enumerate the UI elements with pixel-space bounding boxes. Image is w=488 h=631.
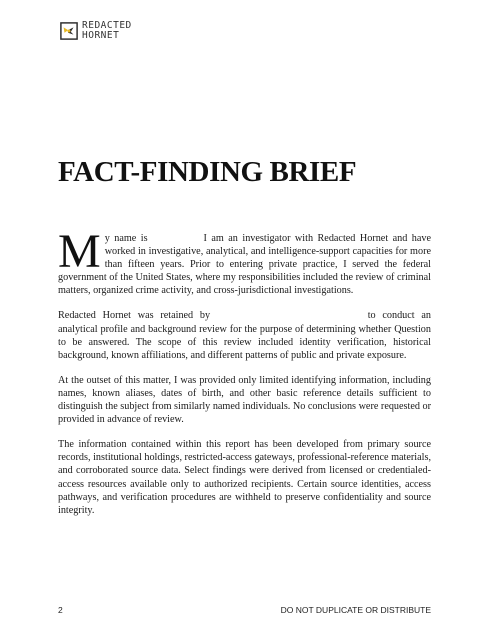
hornet-logo-icon: [60, 22, 78, 40]
company-logo: [60, 21, 132, 40]
logo-line-1: REDACTED: [82, 20, 132, 31]
paragraph-2-text: to conduct an analytical profile and background review for the purpose of determining whether Question to be answered. The scope of this review included identity verification, historical background, known affiliations, and different patterns of public and private exposure.: [58, 310, 432, 361]
logo-wordmark: [82, 21, 132, 40]
paragraph-3: At the outset of this matter, I was provided only limited identifying information, including names, known aliases, dates of birth, and other basic reference details sufficient to distinguish the subject from similarly named individuals. No conclusions were requested or provided in advance of review.: [58, 374, 431, 426]
paragraph-2-intro: Redacted Hornet was retained by: [58, 310, 211, 322]
paragraph-2: [58, 309, 431, 361]
paragraph-1-text: I am an investigator with Redacted Hornet and have worked in investigative, analytical, and intelligence-support capacities for more than fifteen years. Prior to entering private practice, I served the federal government of the United States, where my responsibilities included the review of criminal matters, organized crime activity, and cross-jurisdictional investigations.: [58, 233, 432, 297]
report-body: [58, 225, 432, 529]
page-footer: [58, 605, 431, 615]
paragraph-1-intro: y name is: [104, 233, 148, 244]
logo-line-2: HORNET: [82, 29, 120, 41]
paragraph-4: The information contained within this report has been developed from primary source records, institutional holdings, restricted-access gateways, professional-reference materials, and corroborated source data. Select findings were derived from licensed or credentialed-access resources available only to authorized recipients. Certain source identities, access pathways, and verification procedures are withheld to preserve confidentiality and source integrity.: [58, 439, 431, 516]
page-number: 2: [58, 605, 63, 615]
distribution-notice: DO NOT DUPLICATE OR DISTRIBUTE: [280, 605, 431, 615]
drop-cap: M: [58, 225, 101, 278]
paragraph-1: [58, 225, 432, 297]
page-title: FACT-FINDING BRIEF: [58, 156, 357, 188]
